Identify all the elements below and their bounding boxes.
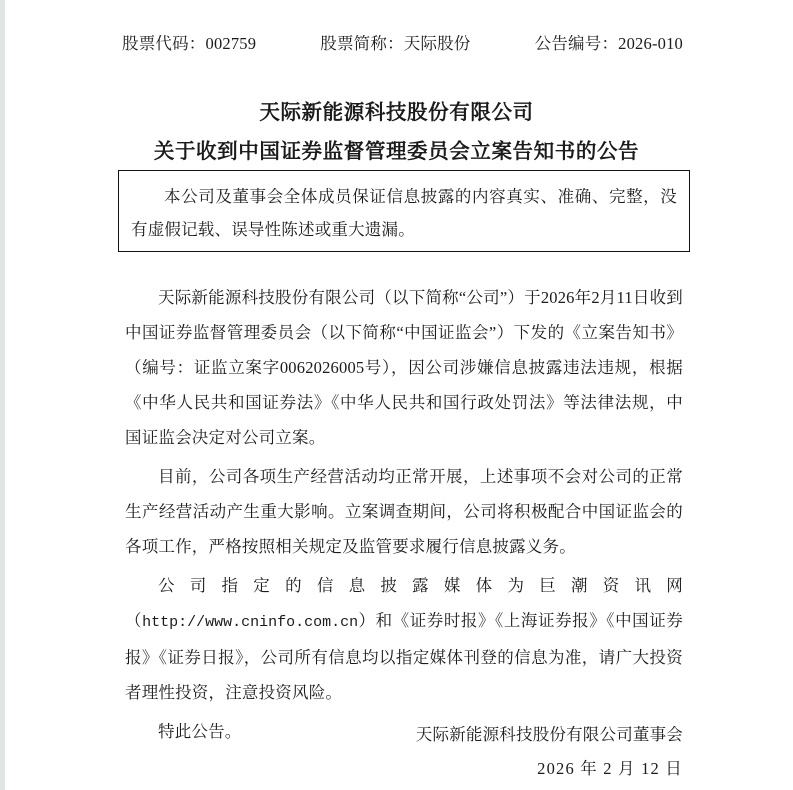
body-paragraph-case-filing: 天际新能源科技股份有限公司（以下简称“公司”）于2026年2月11日收到中国证券监督管理委员会（以下简称“中国证监会”）下发的《立案告知书》（编号：证监立案字0062026005号），因公司涉嫌信息披露违法违规，根据《中华人民共和国证券法》《中华人民共和国行政处罚法》等法律法规，中国证监会决定对公司立案。 (125, 288, 683, 447)
signature-block (125, 718, 683, 786)
cninfo-website-url: http://www.cninfo.com.cn (142, 614, 359, 631)
stock-short-name-label: 股票简称：天际股份 (320, 34, 471, 53)
disclosure-media-suffix-text: ）和《证券时报》《上海证券报》《中国证券报》《证券日报》，公司所有信息均以指定媒体刊登的信息为准，请广大投资者理性投资，注意投资风险。 (125, 611, 684, 702)
disclaimer-box (118, 170, 690, 252)
document-header-row (122, 30, 683, 54)
stock-code-label: 股票代码：002759 (122, 34, 257, 53)
disclaimer-statement: 本公司及董事会全体成员保证信息披露的内容真实、准确、完整，没有虚假记载、误导性陈述或重大遗漏。 (131, 187, 677, 239)
body-paragraph-disclosure-media (125, 568, 683, 710)
signature-date: 2026 年 2 月 12 日 (537, 759, 683, 778)
announcement-number-label: 公告编号：2026-010 (534, 34, 683, 53)
announcement-body (125, 280, 683, 753)
disclosure-media-prefix-text: 公司指定的信息披露媒体为巨潮资讯网（ (125, 576, 683, 630)
announcement-subject-title: 关于收到中国证券监督管理委员会立案告知书的公告 (153, 140, 640, 163)
body-paragraph-operations-impact: 目前，公司各项生产经营活动均正常开展，上述事项不会对公司的正常生产经营活动产生重大影响。立案调查期间，公司将积极配合中国证监会的各项工作，严格按照相关规定及监管要求履行信息披露义务。 (125, 467, 683, 556)
signature-issuer-name: 天际新能源科技股份有限公司董事会 (415, 725, 683, 744)
company-name-title: 天际新能源科技股份有限公司 (259, 101, 534, 124)
body-paragraph-closing-notice: 特此公告。 (158, 722, 242, 741)
